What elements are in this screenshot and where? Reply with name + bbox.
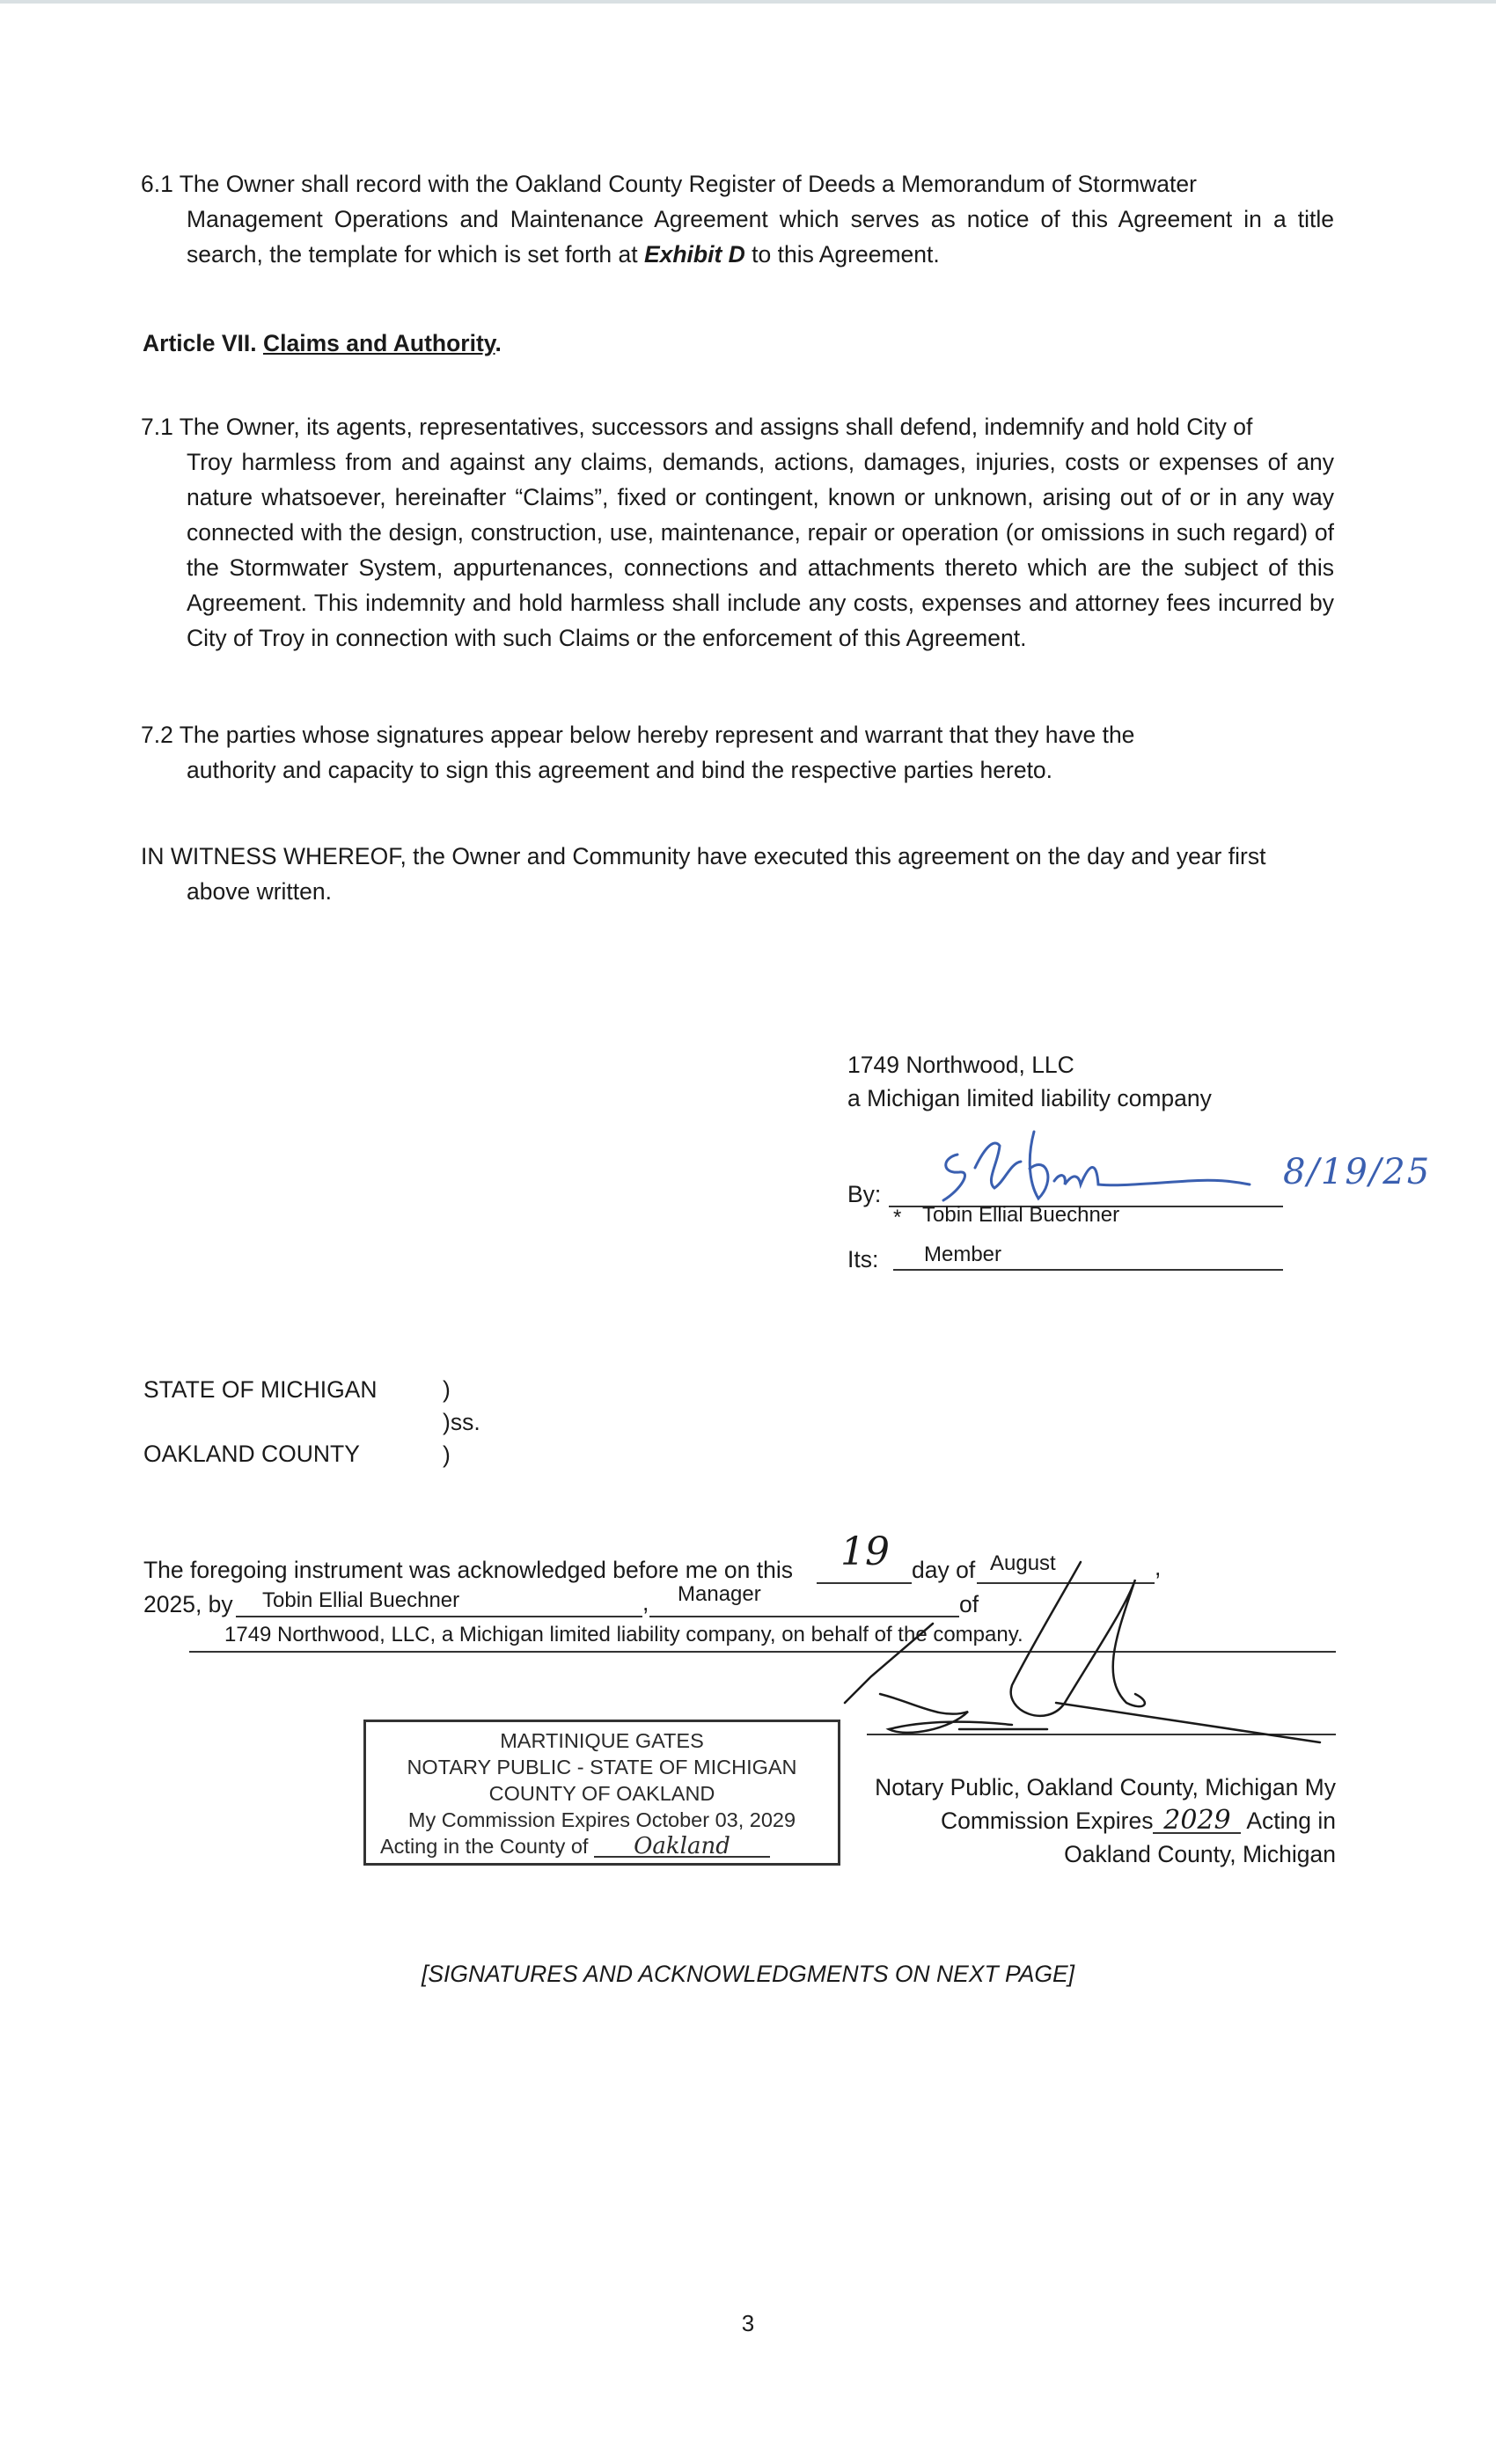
article-7-heading [143,330,502,357]
ack-text-a: The foregoing instrument was acknowledged before me on this [143,1557,794,1583]
section-7-1-continuation: Troy harmless from and against any claims, demands, actions, damages, injuries, costs or expenses of any nature whatsoever, hereinafter “Claims”, fixed or contingent, known or unknown, arising out of or in any way connected with the design, construction, use, maintenance, repair or operation (or omissions in such regard) of the Stormwater System, appurtenances, connections and attachments thereto which are the subject of this Agreement. This indemnity and hold harmless shall include any costs, expenses and attorney fees incurred by City of Troy in connection with such Claims or the enforcement of this Agreement. [187,449,1334,651]
next-page-note: [SIGNATURES AND ACKNOWLEDGMENTS ON NEXT PAGE] [421,1961,1075,1987]
section-7-2-number: 7.2 [141,722,173,748]
venue-county: OAKLAND COUNTY [143,1441,360,1467]
witness-line-1: IN WITNESS WHEREOF, the Owner and Community have executed this agreement on the day and year first [141,843,1266,869]
ack-month: August [990,1551,1056,1575]
ack-text-b: day of [912,1557,976,1583]
witness-line-2: above written. [187,878,332,905]
section-6-1-text-b: to this Agreement. [744,241,940,268]
notary-commission-year: 2029 [1153,1809,1241,1834]
page-number: 3 [741,2310,755,2336]
ack-entity: 1749 Northwood, LLC, a Michigan limited liability company, on behalf of the company. [224,1623,1023,1646]
section-6-1-continuation [141,202,1334,272]
stamp-acting-handwritten: Oakland [594,1837,770,1858]
stamp-acting-label: Acting in the County of [380,1835,589,1858]
owner-signature-icon [924,1119,1311,1207]
section-7-1-first-line: The Owner, its agents, representatives, successors and assigns shall defend, indemnify and hold City of [179,414,1253,440]
stamp-commission: My Commission Expires October 03, 2029 [407,1808,796,1831]
notary-stamp [363,1720,840,1866]
venue-ss: )ss. [443,1409,480,1435]
signer-name: Tobin Ellial Buechner [922,1203,1120,1227]
ack-day-handwritten: 19 [840,1529,890,1574]
stamp-county: COUNTY OF OAKLAND [488,1782,715,1805]
scan-top-edge [0,0,1496,4]
notary-signature-icon [836,1553,1346,1764]
article-7-period: . [495,330,502,356]
exhibit-reference: Exhibit D [643,241,745,268]
notary-block-line-2 [862,1804,1336,1837]
section-6-1 [141,166,1334,272]
section-7-2 [141,717,1334,788]
by-label: By: [847,1181,882,1207]
asterisk-mark: * [893,1206,902,1229]
article-7-prefix: Article VII. [143,330,257,356]
notary-commission-label: Commission Expires [940,1808,1154,1834]
ack-role: Manager [678,1582,761,1606]
stamp-acting-county [366,1833,838,1859]
venue-paren-2: ) [443,1441,451,1468]
section-7-2-first-line: The parties whose signatures appear below hereby represent and warrant that they have the [179,722,1135,748]
company-name: 1749 Northwood, LLC [847,1052,1074,1078]
notary-block-line-1: Notary Public, Oakland County, Michigan My [875,1774,1336,1800]
company-description: a Michigan limited liability company [847,1085,1212,1111]
witness-clause [141,839,1334,909]
section-7-1 [141,409,1334,656]
stamp-notary-name: MARTINIQUE GATES [500,1729,704,1752]
handwritten-date: 8/19/25 [1283,1152,1432,1192]
section-6-1-text-a: Management Operations and Maintenance Agreement which serves as notice of this Agreement in a title search, the template for which is set forth at [187,206,1334,268]
section-7-2-continuation: authority and capacity to sign this agreement and bind the respective parties hereto. [187,757,1053,783]
section-6-1-number: 6.1 [141,171,173,197]
notary-acting-label: Acting in [1246,1808,1336,1834]
notary-block-line-3: Oakland County, Michigan [1064,1841,1336,1867]
article-7-title: Claims and Authority [262,330,495,356]
stamp-notary-title: NOTARY PUBLIC - STATE OF MICHIGAN [407,1756,797,1778]
signer-title: Member [924,1243,1002,1266]
ack-comma-2: , [642,1589,649,1616]
section-7-1-number: 7.1 [141,414,173,440]
section-6-1-first-line: The Owner shall record with the Oakland County Register of Deeds a Memorandum of Stormwater [179,171,1197,197]
ack-of: of [959,1591,979,1617]
venue-paren-1: ) [443,1376,451,1403]
ack-comma-1: , [1155,1554,1162,1580]
ack-year-by: 2025, by [143,1591,233,1617]
its-label: Its: [847,1246,879,1272]
venue-state: STATE OF MICHIGAN [143,1376,378,1403]
ack-name: Tobin Ellial Buechner [262,1588,460,1612]
